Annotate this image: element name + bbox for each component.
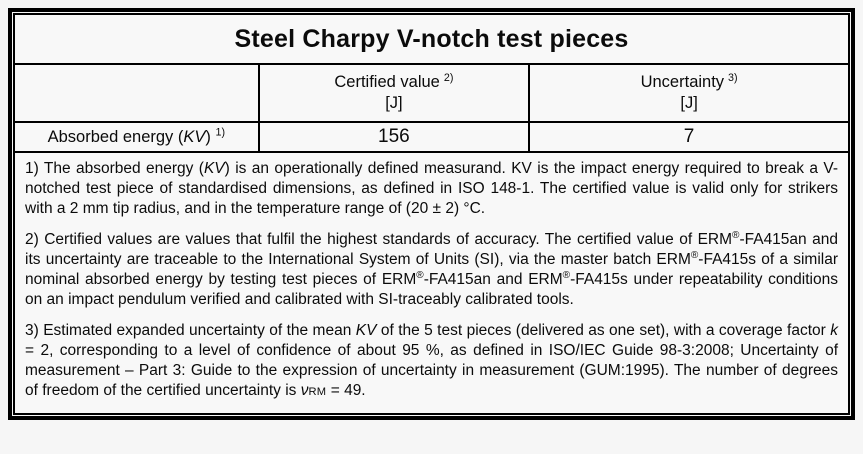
footnote-1: 1) The absorbed energy (KV) is an operationally defined measurand. KV is the impact energy required to break a V-notched test piece of standardised dimensions, as defined in ISO 148-1. The certified value is valid only for strikers with a 2 mm tip radius, and in the temperature range of (20 ± 2) °C. [25,160,838,217]
certified-value-cell: 156 [259,122,530,152]
certified-values-table [13,13,850,415]
certificate-table-frame [8,8,855,420]
footnote-ref-3: 3) [728,71,738,84]
uncertainty-unit: [J] [680,94,698,112]
title-row [14,14,849,64]
certified-value-label: Certified value [334,73,440,91]
footnote-2: 2) Certified values are values that fulfil the highest standards of accuracy. The certified value of ERM®-FA415an and its uncertainty are traceable to the International System of Units (SI), via the master batch ERM®-FA415s of a similar nominal absorbed energy by testing test pieces of ERM®-FA415an and ERM®-FA415s under repeatability conditions on an impact pendulum verified and calibrated with SI-traceably calibrated tools. [25,229,839,308]
header-empty-cell [14,64,259,122]
column-header-label-line [264,72,525,93]
column-header-certified-value [259,64,530,122]
column-header-uncertainty [529,64,849,122]
uncertainty-value-cell: 7 [529,122,849,152]
certified-value-unit: [J] [385,94,403,112]
page-title: Steel Charpy V-notch test pieces [14,14,849,64]
footnotes-cell [14,152,849,414]
footnote-3: 3) Estimated expanded uncertainty of the mean KV of the 5 test pieces (delivered as one set), with a coverage factor k = 2, corresponding to a level of confidence of about 95 %, as defined in ISO/IEC Guide 98-3:2008; Uncertainty of measurement – Part 3: Guide to the expression of uncertainty in measurement (GUM:1995). The number of degrees of freedom of the certified uncertainty is νRM = 49. [25,322,838,399]
data-row-absorbed-energy [14,122,849,152]
footnote-ref-2: 2) [443,71,454,84]
header-row [14,64,849,122]
uncertainty-label: Uncertainty [640,73,725,91]
footnotes-row [14,152,849,414]
row-label-absorbed-energy: Absorbed energy (KV) $^{1)}$ [14,122,259,152]
column-header-label-line [534,72,844,93]
